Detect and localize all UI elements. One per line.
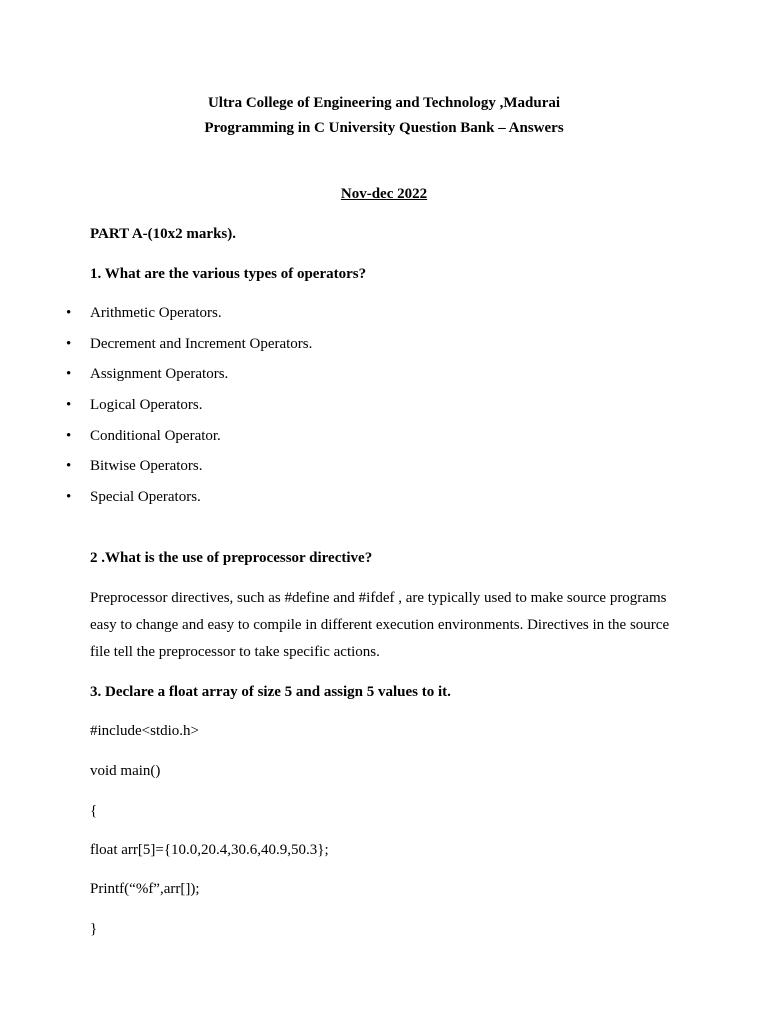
bullet-icon: • [66, 366, 72, 382]
list-item-text: Special Operators. [90, 489, 201, 505]
code-line: void main() [90, 763, 161, 779]
list-item-text: Logical Operators. [90, 397, 203, 413]
list-item [0, 459, 768, 477]
question-2: 2 .What is the use of preprocessor directive? [90, 550, 373, 566]
list-item-text: Assignment Operators. [90, 366, 229, 382]
list-item-text: Decrement and Increment Operators. [90, 336, 313, 352]
list-item [0, 337, 768, 355]
list-item-text: Conditional Operator. [90, 428, 221, 444]
bullet-icon: • [66, 305, 72, 321]
answer-line: Preprocessor directives, such as #define and #ifdef , are typically used to make source programs [90, 590, 667, 606]
bullet-icon: • [66, 458, 72, 474]
bullet-icon: • [66, 397, 72, 413]
list-item [0, 306, 768, 324]
college-title: Ultra College of Engineering and Technology ,Madurai [207, 95, 561, 111]
bullet-icon: • [66, 428, 72, 444]
list-item [0, 429, 768, 447]
code-line: #include<stdio.h> [90, 723, 199, 739]
list-item [0, 367, 768, 385]
code-line: Printf(“%f”,arr[]); [90, 881, 200, 897]
list-item [0, 490, 768, 508]
list-item-text: Arithmetic Operators. [90, 305, 222, 321]
document-subtitle: Programming in C University Question Bank – Answers [204, 120, 564, 136]
exam-session: Nov-dec 2022 [340, 186, 428, 202]
list-item [0, 398, 768, 416]
question-3: 3. Declare a float array of size 5 and assign 5 values to it. [90, 684, 451, 700]
code-line: { [90, 803, 98, 819]
answer-line: file tell the preprocessor to take specific actions. [90, 644, 380, 660]
part-a-heading: PART A-(10x2 marks). [90, 226, 236, 242]
list-item-text: Bitwise Operators. [90, 458, 203, 474]
answer-line: easy to change and easy to compile in different execution environments. Directives in the source [90, 617, 670, 633]
bullet-icon: • [66, 336, 72, 352]
bullet-icon: • [66, 489, 72, 505]
question-1: 1. What are the various types of operators? [90, 266, 367, 282]
code-line: float arr[5]={10.0,20.4,30.6,40.9,50.3}; [90, 842, 329, 858]
code-line: } [90, 921, 98, 937]
